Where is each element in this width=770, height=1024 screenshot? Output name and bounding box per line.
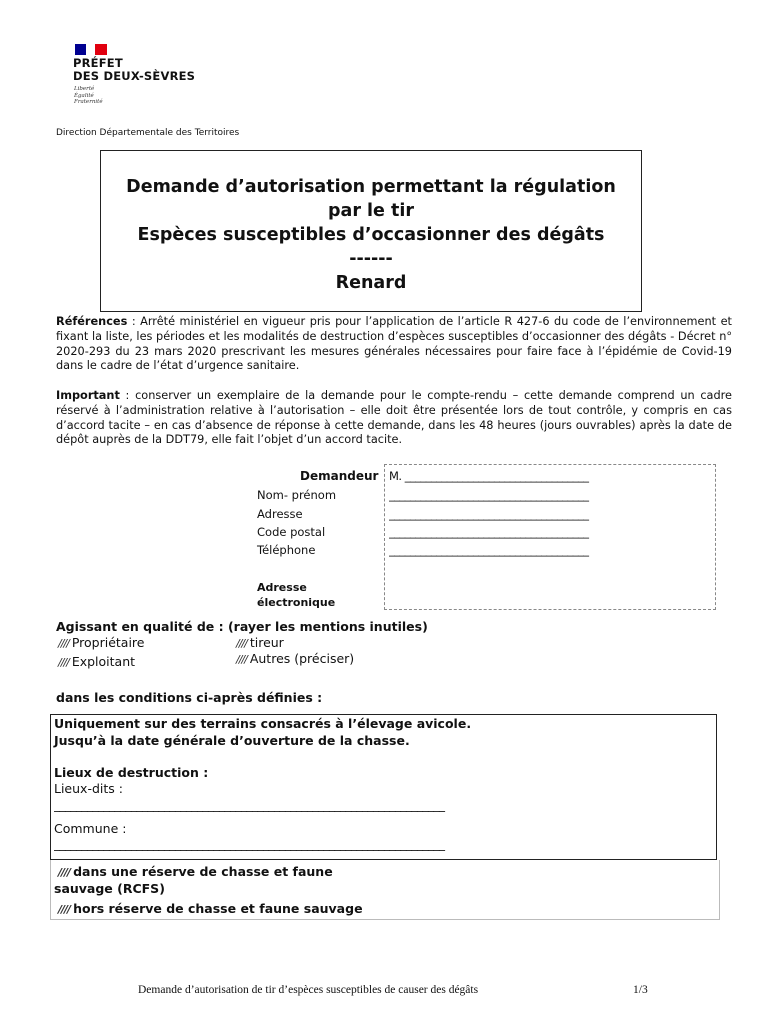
lieux-dits-label: Lieux-dits : <box>54 781 123 796</box>
label-telephone: Téléphone <box>257 543 316 557</box>
title-box <box>100 150 642 312</box>
commune-label: Commune : <box>54 821 127 836</box>
title-species: Renard <box>335 273 407 293</box>
title-line2: par le tir <box>327 201 414 221</box>
conditions-heading: dans les conditions ci-après définies : <box>56 690 323 705</box>
strike-mark-icon: //// <box>58 866 71 879</box>
strike-mark-icon: //// <box>236 637 247 650</box>
option-tireur-label: tireur <box>249 635 284 650</box>
flag-red <box>95 44 107 55</box>
lieux-dits-line[interactable]: _______________________________________________________________________ <box>54 798 445 812</box>
flag-white <box>86 44 95 55</box>
label-email-line1: Adresse <box>257 581 307 594</box>
important-label: Important <box>56 389 120 402</box>
marianne-flag <box>75 44 107 55</box>
title-separator: ------ <box>349 249 393 269</box>
title-line3: Espèces susceptibles d’occasionner des dégâts <box>137 225 605 245</box>
strike-mark-icon: //// <box>58 903 71 916</box>
references-paragraph <box>56 315 732 374</box>
option-hors-rcfs-label: hors réserve de chasse et faune sauvage <box>73 901 363 916</box>
demandeur-heading: Demandeur <box>300 469 379 483</box>
option-autres[interactable] <box>236 651 354 666</box>
field-nom-line[interactable]: ______________________________________ <box>389 488 589 502</box>
logo-line1: PRÉFET <box>73 56 123 70</box>
option-rcfs[interactable] <box>58 864 333 879</box>
option-rcfs-label: dans une réserve de chasse et faune <box>73 864 333 879</box>
page-number: 1/3 <box>633 984 648 996</box>
field-adresse-line[interactable]: ______________________________________ <box>389 507 589 521</box>
conditions-line2: Jusqu’à la date générale d’ouverture de la chasse. <box>54 733 410 748</box>
option-exploitant[interactable] <box>58 654 135 669</box>
title-line1: Demande d’autorisation permettant la régulation <box>126 177 616 197</box>
important-text: : conserver un exemplaire de la demande pour le compte-rendu – cette demande comprend un cadre réservé à l’administration relative à l’autorisation – elle doit être présentée lors de tout contrôle, y compris en cas d’accord tacite – en cas d’absence de réponse à cette demande, dans les 48 heures (jours ouvrables) après la date de dépôt auprès de la DDT79, elle fait l’objet d’un accord tacite. <box>56 389 732 447</box>
prefet-logo-text <box>73 57 195 83</box>
label-code-postal: Code postal <box>257 525 326 539</box>
option-proprietaire[interactable] <box>58 635 144 650</box>
strike-mark-icon: //// <box>58 656 69 669</box>
label-nom-prenom: Nom- prénom <box>257 488 337 502</box>
option-tireur[interactable] <box>236 635 284 650</box>
motto-egalite: Égalité <box>74 92 94 99</box>
logo-motto <box>74 86 103 106</box>
strike-mark-icon: //// <box>236 653 247 666</box>
label-email <box>257 580 335 610</box>
flag-blue <box>75 44 86 55</box>
important-paragraph <box>56 389 732 448</box>
option-hors-rcfs[interactable] <box>58 901 363 916</box>
qualite-heading: Agissant en qualité de : (rayer les mentions inutiles) <box>56 619 428 634</box>
motto-fraternite: Fraternité <box>74 99 103 105</box>
option-rcfs-cont: sauvage (RCFS) <box>54 881 165 896</box>
label-adresse: Adresse <box>257 507 303 521</box>
field-telephone-line[interactable]: ______________________________________ <box>389 543 589 557</box>
label-email-line2: électronique <box>257 596 336 609</box>
strike-mark-icon: //// <box>58 637 69 650</box>
option-proprietaire-label: Propriétaire <box>71 635 145 650</box>
option-exploitant-label: Exploitant <box>71 654 136 669</box>
option-autres-label: Autres (préciser) <box>249 651 355 666</box>
commune-line[interactable]: _______________________________________________________________________ <box>54 837 445 851</box>
lieux-heading: Lieux de destruction : <box>54 765 209 780</box>
footer-text: Demande d’autorisation de tir d’espèces susceptibles de causer des dégâts <box>138 984 479 996</box>
field-civilite-line[interactable]: M. ___________________________________ <box>389 469 589 483</box>
conditions-line1: Uniquement sur des terrains consacrés à l’élevage avicole. <box>54 716 472 731</box>
logo-line2: DES DEUX-SÈVRES <box>73 69 196 83</box>
references-label: Références <box>56 315 128 328</box>
references-text: : Arrêté ministériel en vigueur pris pour l’application de l’article R 427-6 du code de l’environnement et fixant la liste, les périodes et les modalités de destruction d’espèces susceptibles d’occasionner des dégâts - Décret n° 2020-293 du 23 mars 2020 prescrivant les mesures générales nécessaires pour faire face à l’épidémie de Covid-19 dans le cadre de l’état d’urgence sanitaire. <box>56 315 732 373</box>
direction-label: Direction Départementale des Territoires <box>56 128 240 138</box>
motto-liberte: Liberté <box>74 86 95 92</box>
field-code-postal-line[interactable]: ______________________________________ <box>389 525 589 539</box>
